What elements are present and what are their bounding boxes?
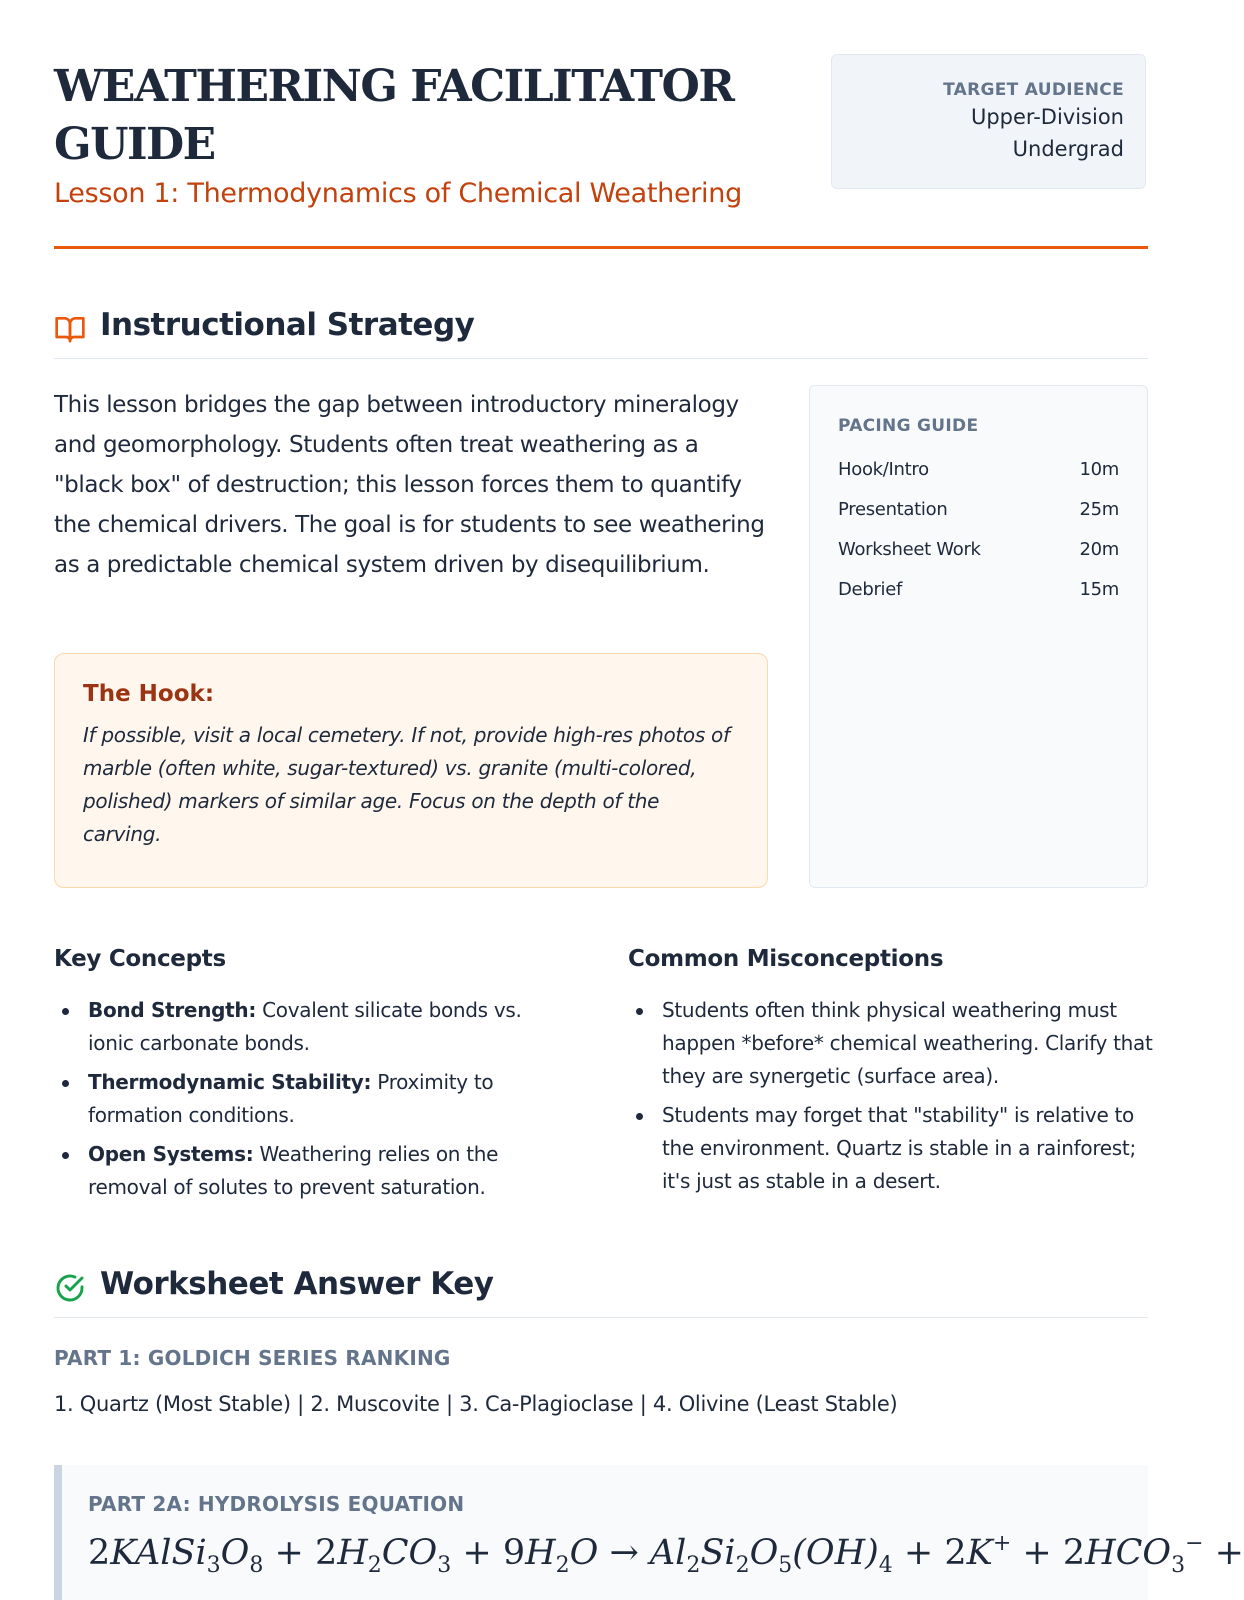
instructional-strategy-title: Instructional Strategy xyxy=(100,307,475,343)
header-divider xyxy=(54,246,1148,249)
part1-answer: 1. Quartz (Most Stable) | 2. Muscovite | 3. Ca-Plagioclase | 4. Olivine (Least Stable) xyxy=(54,1392,898,1416)
target-audience-value-line1: Upper-Division xyxy=(970,105,1124,129)
concept-text: Proximity to formation conditions. xyxy=(88,1070,494,1127)
part1-label: PART 1: GOLDICH SERIES RANKING xyxy=(54,1346,451,1370)
pacing-guide-title: PACING GUIDE xyxy=(838,416,979,436)
list-item xyxy=(54,994,554,1060)
pacing-row-label: Debrief xyxy=(838,579,903,600)
concept-text: Weathering relies on the removal of solutes to prevent saturation. xyxy=(88,1142,499,1199)
pacing-row-time: 15m xyxy=(1079,579,1119,600)
lesson-subtitle: Lesson 1: Thermodynamics of Chemical Weathering xyxy=(54,178,742,209)
key-concepts-list xyxy=(54,994,554,1210)
concept-term: Open Systems: xyxy=(88,1142,254,1166)
answer-key-title: Worksheet Answer Key xyxy=(100,1266,494,1302)
hydrolysis-equation: $2KAlSi_3O_8 + 2H_2CO_3 + 9H_2O \to Al_2Si_2O_5(OH)_4 + 2K^+ + 2HCO_3^-$ + xyxy=(88,1531,1244,1578)
hook-title: The Hook: xyxy=(83,681,215,707)
pacing-row-time: 25m xyxy=(1079,499,1119,520)
misconception-text: Students often think physical weathering must happen *before* chemical weathering. Clarify that they are synergetic (surface area). xyxy=(662,998,1153,1088)
hook-text: If possible, visit a local cemetery. If not, provide high-res photos of marble (often white, sugar-textured) vs. granite (multi-colored, polished) markers of similar age. Focus on the depth of the carving. xyxy=(83,723,730,846)
pacing-guide-panel xyxy=(809,385,1148,888)
list-item xyxy=(628,1099,1153,1198)
pacing-row xyxy=(838,450,1119,490)
pacing-row-label: Presentation xyxy=(838,499,948,520)
book-open-icon xyxy=(54,313,86,345)
list-item xyxy=(628,994,1153,1093)
pacing-row-time: 10m xyxy=(1079,459,1119,480)
target-audience-box xyxy=(831,54,1146,189)
list-item xyxy=(54,1066,554,1132)
concept-term: Bond Strength: xyxy=(88,998,257,1022)
instructional-strategy-heading xyxy=(54,298,1148,359)
pacing-row-label: Worksheet Work xyxy=(838,539,981,560)
check-circle-icon xyxy=(54,1272,86,1304)
list-item xyxy=(54,1138,554,1204)
misconceptions-title: Common Misconceptions xyxy=(628,946,944,972)
hook-callout xyxy=(54,653,768,888)
pacing-row xyxy=(838,570,1119,610)
hydrolysis-equation-box xyxy=(54,1465,1244,1600)
target-audience-value-line2: Undergrad xyxy=(1012,137,1124,161)
key-concepts-title: Key Concepts xyxy=(54,946,226,972)
part2a-label: PART 2A: HYDROLYSIS EQUATION xyxy=(88,1492,465,1516)
target-audience-label: TARGET AUDIENCE xyxy=(943,80,1124,100)
pacing-row xyxy=(838,490,1119,530)
misconceptions-list xyxy=(628,994,1153,1204)
misconception-text: Students may forget that "stability" is relative to the environment. Quartz is stable in a rainforest; it's just as stable in a desert. xyxy=(662,1103,1136,1193)
concept-term: Thermodynamic Stability: xyxy=(88,1070,372,1094)
page-title: WEATHERING FACILITATOR GUIDE xyxy=(54,61,734,170)
answer-key-heading xyxy=(54,1257,1148,1318)
pacing-row-time: 20m xyxy=(1079,539,1119,560)
strategy-intro-paragraph: This lesson bridges the gap between introductory mineralogy and geomorphology. Students often treat weathering as a "black box" of destruction; this lesson forces them to quantify the chemical drivers. The goal is for students to see weathering as a predictable chemical system driven by disequilibrium. xyxy=(54,392,765,578)
concept-text: Covalent silicate bonds vs. ionic carbonate bonds. xyxy=(88,998,522,1055)
pacing-row xyxy=(838,530,1119,570)
pacing-row-label: Hook/Intro xyxy=(838,459,929,480)
